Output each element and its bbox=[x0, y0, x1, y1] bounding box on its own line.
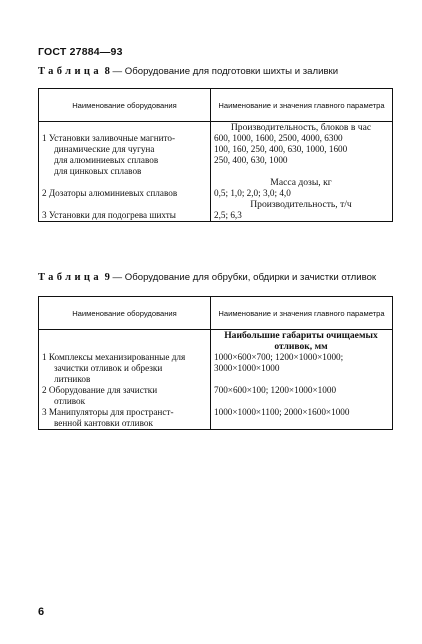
text-line: 1 Установки заливочные магнито- bbox=[42, 133, 176, 143]
text-line: 1 Комплексы механизированные для bbox=[42, 352, 186, 362]
column-header-parameter: Наименование и значения главного параметра bbox=[211, 297, 393, 330]
table-row bbox=[39, 407, 393, 430]
text-line: 3 Манипуляторы для пространст- bbox=[42, 407, 174, 417]
parameter-value: 2,5; 6,3 bbox=[211, 210, 393, 222]
table-row bbox=[39, 210, 393, 222]
parameter-value bbox=[211, 352, 393, 385]
column-header-parameter: Наименование и значения главного параметра bbox=[211, 89, 393, 122]
table-8 bbox=[38, 88, 393, 222]
parameter-subheader: Производительность, блоков в час bbox=[211, 122, 393, 134]
parameter-subheader: Наибольшие габариты очищаемых отливок, мм bbox=[211, 330, 393, 353]
text-line: 1000×1000×1100; 2000×1600×1000 bbox=[214, 407, 350, 417]
table-8-caption bbox=[38, 66, 338, 77]
table-row bbox=[39, 133, 393, 177]
table-row bbox=[39, 188, 393, 199]
text-line: 3000×1000×1000 bbox=[214, 363, 280, 373]
text-line: литников bbox=[54, 374, 91, 384]
parameter-value bbox=[211, 407, 393, 430]
parameter-subheader: Производительность, т/ч bbox=[211, 199, 393, 210]
parameter-value bbox=[211, 385, 393, 407]
table-9 bbox=[38, 296, 393, 430]
equipment-name bbox=[39, 385, 211, 407]
column-header-equipment: Наименование оборудования bbox=[39, 89, 211, 122]
column-header-equipment: Наименование оборудования bbox=[39, 297, 211, 330]
equipment-name bbox=[39, 352, 211, 385]
text-line: для алюминиевых сплавов bbox=[54, 155, 159, 165]
parameter-subheader: Масса дозы, кг bbox=[211, 177, 393, 188]
equipment-name bbox=[39, 133, 211, 177]
table-row bbox=[39, 352, 393, 385]
text-line: 700×600×100; 1200×1000×1000 bbox=[214, 385, 337, 395]
equipment-name: 3 Установки для подогрева шихты bbox=[39, 210, 211, 222]
text-line: зачистки отливок и обрезки bbox=[54, 363, 163, 373]
table-number: 9 bbox=[104, 272, 110, 283]
text-line: отливок bbox=[54, 396, 86, 406]
text-line: венной кантовки отливок bbox=[54, 418, 153, 428]
table-title: — Оборудование для подготовки шихты и заливки bbox=[112, 66, 339, 77]
table-title: — Оборудование для обрубки, обдирки и зачистки отливок bbox=[112, 272, 377, 283]
parameter-value bbox=[211, 133, 393, 177]
document-header: ГОСТ 27884—93 bbox=[38, 46, 123, 58]
table-number: 8 bbox=[104, 66, 110, 77]
text-line: 600, 1000, 1600, 2500, 4000, 6300 bbox=[214, 133, 343, 143]
table-row bbox=[39, 385, 393, 407]
page-number: 6 bbox=[38, 606, 45, 618]
table-label: Таблица bbox=[38, 272, 103, 283]
table-label: Таблица bbox=[38, 66, 103, 77]
table-9-caption bbox=[38, 272, 376, 283]
text-line: 2 Оборудование для зачистки bbox=[42, 385, 158, 395]
text-line: 1000×600×700; 1200×1000×1000; bbox=[214, 352, 344, 362]
parameter-value: 0,5; 1,0; 2,0; 3,0; 4,0 bbox=[211, 188, 393, 199]
text-line: 250, 400, 630, 1000 bbox=[214, 155, 288, 165]
text-line: 100, 160, 250, 400, 630, 1000, 1600 bbox=[214, 144, 348, 154]
text-line: динамические для чугуна bbox=[54, 144, 155, 154]
text-line: для цинковых сплавов bbox=[54, 166, 142, 176]
equipment-name: 2 Дозаторы алюминиевых сплавов bbox=[39, 188, 211, 199]
equipment-name bbox=[39, 407, 211, 430]
